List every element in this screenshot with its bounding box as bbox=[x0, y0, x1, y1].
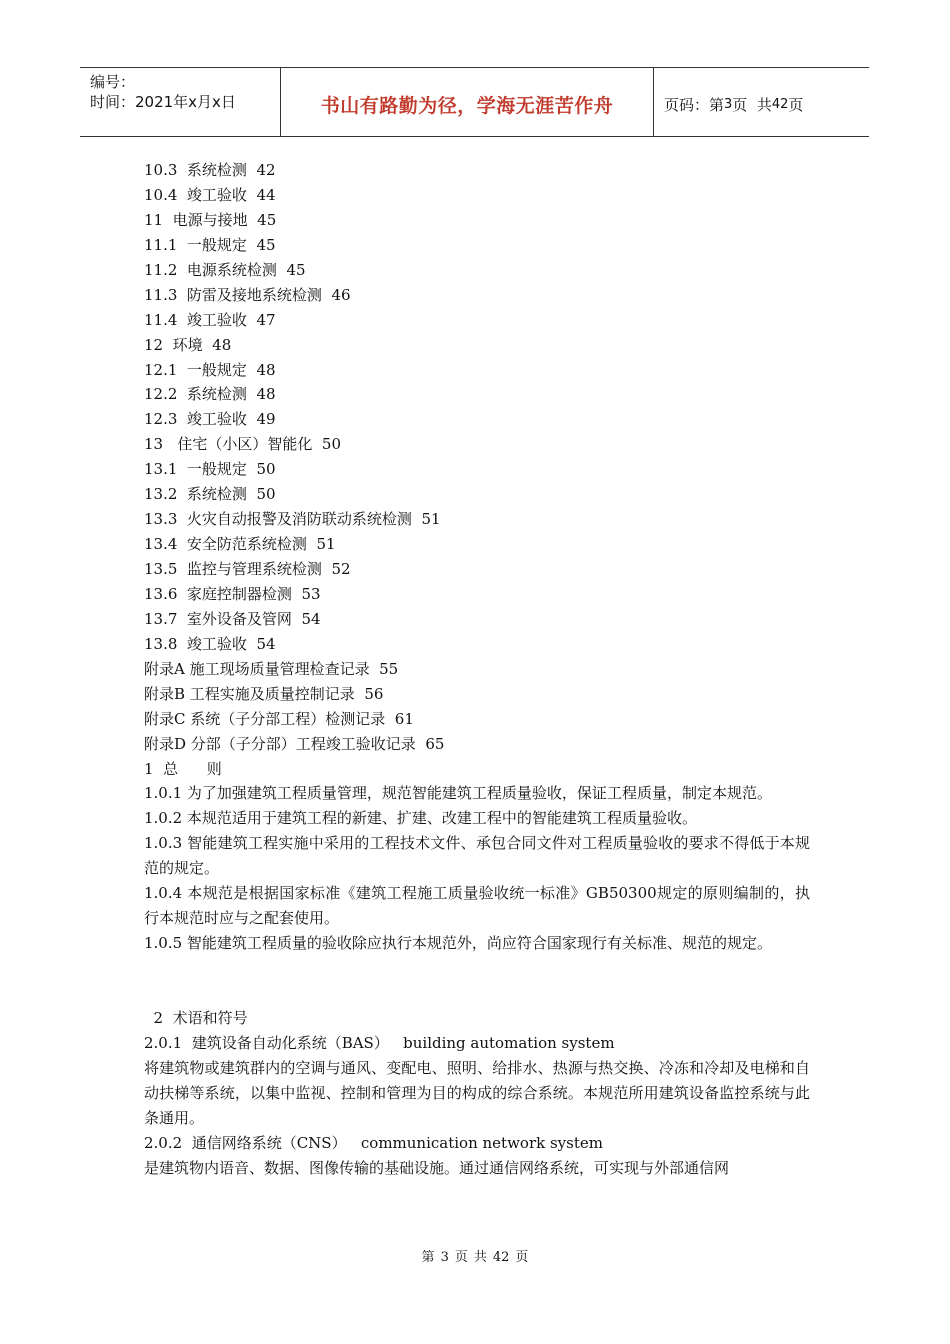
toc-entry: 13 住宅（小区）智能化 50 bbox=[144, 435, 342, 454]
document-date: 时间：2021年x月x日 bbox=[90, 93, 236, 111]
footer-word: 共 bbox=[473, 1250, 487, 1265]
toc-entry: 13.2 系统检测 50 bbox=[144, 485, 276, 504]
page-footer bbox=[0, 1246, 950, 1265]
footer-page-number: 3 bbox=[440, 1250, 449, 1265]
toc-entry: 13.4 安全防范系统检测 51 bbox=[144, 535, 336, 554]
term-definition: 将建筑物或建筑群内的空调与通风、变配电、照明、给排水、热源与热交换、冷冻和冷却及电梯和自动扶梯等系统，以集中监视、控制和管理为目的构成的综合系统。本规范所用建筑设备监控系统与此条通用。 bbox=[144, 1058, 810, 1127]
toc-entry: 11.1 一般规定 45 bbox=[144, 235, 276, 254]
toc-entry: 12.1 一般规定 48 bbox=[144, 360, 276, 379]
header-motto: 书山有路勤为径，学海无涯苦作舟 bbox=[281, 68, 654, 136]
term-heading: 2.0.1 建筑设备自动化系统（BAS） building automation system bbox=[144, 1033, 615, 1052]
toc-entry: 10.3 系统检测 42 bbox=[144, 161, 276, 179]
term-definition: 是建筑物内语音、数据、图像传输的基础设施。通过通信网络系统，可实现与外部通信网 bbox=[144, 1158, 730, 1177]
term-heading: 2.0.2 通信网络系统（CNS） communication network system bbox=[144, 1133, 603, 1152]
footer-word: 页 bbox=[515, 1250, 529, 1265]
section-general-provisions bbox=[144, 757, 810, 957]
document-body bbox=[144, 158, 810, 1181]
toc-entry: 13.1 一般规定 50 bbox=[144, 460, 276, 479]
blank-spacer bbox=[144, 956, 810, 1006]
page-middle: 页 共 bbox=[732, 95, 772, 114]
toc-entry: 11.3 防雷及接地系统检测 46 bbox=[144, 285, 351, 304]
toc-entry: 10.4 竣工验收 44 bbox=[144, 185, 276, 204]
toc-entry: 13.7 室外设备及管网 54 bbox=[144, 609, 321, 628]
clause-paragraph: 1.0.1 为了加强建筑工程质量管理，规范智能建筑工程质量验收，保证工程质量，制定本规范。 bbox=[144, 784, 772, 803]
header-page-indicator bbox=[654, 68, 869, 136]
toc-entry: 11 电源与接地 45 bbox=[144, 210, 277, 229]
toc-entry: 13.8 竣工验收 54 bbox=[144, 634, 276, 653]
toc-entry: 13.5 监控与管理系统检测 52 bbox=[144, 560, 351, 578]
clause-paragraph: 1.0.5 智能建筑工程质量的验收除应执行本规范外，尚应符合国家现行有关标准、规范的规定。 bbox=[144, 934, 772, 953]
page-suffix: 页 bbox=[788, 95, 804, 114]
footer-total-pages: 42 bbox=[492, 1250, 510, 1265]
toc-entry: 12 环境 48 bbox=[144, 335, 232, 354]
page-prefix: 页码：第 bbox=[664, 95, 725, 114]
toc-entry: 11.2 电源系统检测 45 bbox=[144, 260, 306, 279]
header-meta bbox=[80, 68, 281, 136]
toc-entry: 附录B 工程实施及质量控制记录 56 bbox=[144, 684, 384, 703]
section-terms-and-symbols bbox=[144, 1006, 810, 1181]
toc-entry: 13.3 火灾自动报警及消防联动系统检测 51 bbox=[144, 510, 441, 529]
toc-entry: 13.6 家庭控制器检测 53 bbox=[144, 584, 321, 603]
footer-word: 页 bbox=[454, 1250, 468, 1265]
table-of-contents bbox=[144, 158, 810, 757]
clause-paragraph: 1.0.2 本规范适用于建筑工程的新建、扩建、改建工程中的智能建筑工程质量验收。 bbox=[144, 809, 697, 828]
toc-entry: 附录D 分部（子分部）工程竣工验收记录 65 bbox=[144, 734, 445, 753]
toc-entry: 附录A 施工现场质量管理检查记录 55 bbox=[144, 659, 399, 678]
page-total: 42 bbox=[771, 96, 789, 112]
section-heading: 2 术语和符号 bbox=[144, 1009, 248, 1027]
toc-entry: 附录C 系统（子分部工程）检测记录 61 bbox=[144, 709, 414, 728]
page-current: 3 bbox=[724, 96, 733, 112]
document-number-label: 编号： bbox=[90, 73, 136, 91]
clause-paragraph: 1.0.3 智能建筑工程实施中采用的工程技术文件、承包合同文件对工程质量验收的要求不得低于本规范的规定。 bbox=[144, 834, 810, 878]
toc-entry: 11.4 竣工验收 47 bbox=[144, 310, 276, 329]
footer-word: 第 bbox=[421, 1250, 435, 1265]
toc-entry: 12.2 系统检测 48 bbox=[144, 385, 276, 404]
toc-entry: 12.3 竣工验收 49 bbox=[144, 410, 276, 429]
page-header bbox=[80, 67, 869, 137]
section-heading: 1 总 则 bbox=[144, 759, 222, 778]
clause-paragraph: 1.0.4 本规范是根据国家标准《建筑工程施工质量验收统一标准》GB50300规定的原则编制的，执行本规范时应与之配套使用。 bbox=[144, 884, 810, 928]
